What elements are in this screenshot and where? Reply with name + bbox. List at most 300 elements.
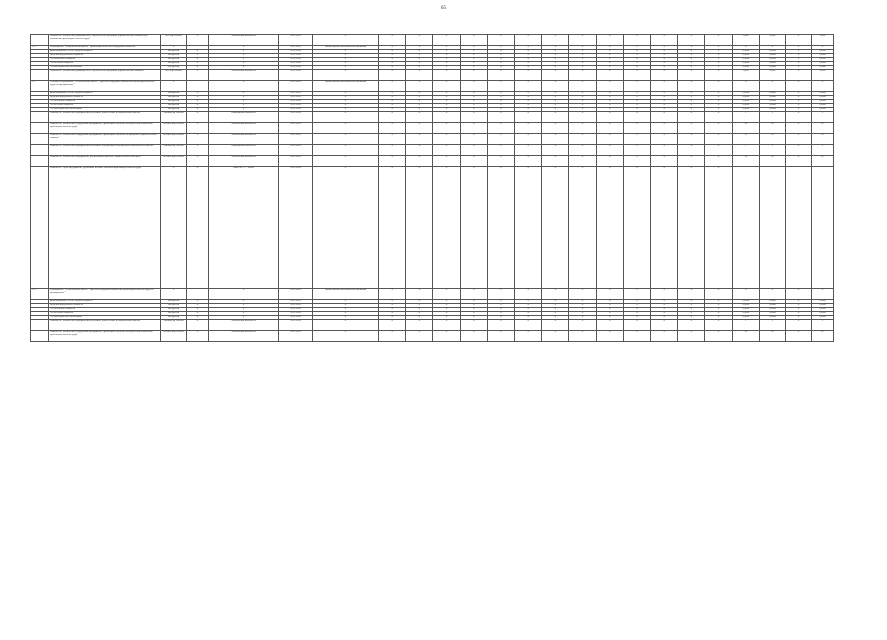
table-cell: X — [542, 66, 569, 70]
table-cell: X — [515, 62, 542, 66]
table-row — [31, 331, 860, 342]
table-cell: X — [406, 62, 433, 66]
table-cell: X — [487, 62, 514, 66]
table-cell: X — [487, 92, 514, 96]
table-cell — [187, 81, 209, 92]
table-cell: единиц нар. итогом — [161, 145, 187, 156]
table-cell: Министерство экономического развития — [313, 46, 379, 50]
table-cell: X — [487, 66, 514, 70]
table-cell: 0,0000 — [760, 312, 786, 316]
table-cell: X — [651, 308, 678, 312]
table-cell: X — [678, 167, 705, 289]
row-name-cell: средства федерального бюджета — [49, 96, 161, 100]
table-cell: X — [460, 104, 487, 108]
table-cell: X — [596, 35, 623, 46]
table-cell: 0,0000 — [760, 92, 786, 96]
table-cell: X — [596, 316, 623, 320]
table-cell: X — [651, 331, 678, 342]
table-cell: X — [406, 54, 433, 58]
table-cell: X — [187, 35, 209, 46]
row-number-cell — [31, 112, 49, 123]
table-cell: 0,0000 — [760, 66, 786, 70]
table-cell: X — [705, 123, 732, 134]
table-cell: X — [313, 108, 379, 112]
table-cell: X — [487, 54, 514, 58]
table-cell: X — [542, 92, 569, 96]
table-cell: X — [406, 58, 433, 62]
table-cell: X — [569, 81, 596, 92]
table-cell: X — [705, 320, 732, 331]
table-cell: X — [406, 320, 433, 331]
table-cell: 1 — [732, 145, 759, 156]
row-number-cell — [31, 134, 49, 145]
table-cell: X — [596, 320, 623, 331]
table-cell: X — [515, 92, 542, 96]
table-cell: X — [542, 300, 569, 304]
table-cell: 127 — [760, 156, 786, 167]
table-cell: X — [209, 50, 279, 54]
table-body — [31, 35, 860, 342]
table-cell: X — [209, 54, 279, 58]
table-cell: 0,0000 — [760, 62, 786, 66]
table-cell: X — [515, 308, 542, 312]
table-cell: X — [542, 304, 569, 308]
table-cell: X — [515, 156, 542, 167]
table-cell: X — [515, 104, 542, 108]
table-cell: X — [569, 35, 596, 46]
table-cell: X — [187, 304, 209, 308]
table-cell: 2021-2024 — [279, 104, 313, 108]
row-number-cell — [31, 331, 49, 342]
table-cell: X — [623, 46, 650, 50]
table-cell: X — [786, 316, 812, 320]
table-cell: X — [705, 112, 732, 123]
table-cell: X — [313, 54, 379, 58]
table-cell: X — [433, 66, 460, 70]
table-cell: X — [623, 35, 650, 46]
table-cell: X — [433, 289, 460, 300]
table-cell: 26 — [760, 134, 786, 145]
table-cell: X — [786, 70, 812, 81]
table-cell: X — [515, 100, 542, 104]
table-cell: 2021-2024 — [279, 331, 313, 342]
table-cell: X — [433, 54, 460, 58]
table-cell: X — [542, 320, 569, 331]
table-cell: X — [515, 35, 542, 46]
table-cell: X — [623, 145, 650, 156]
table-cell: тыс.рублей — [161, 304, 187, 308]
program-table — [30, 34, 860, 342]
table-cell: 2021-2024 — [279, 316, 313, 320]
table-cell: X — [515, 300, 542, 304]
table-cell: X — [313, 123, 379, 134]
table-cell: X — [515, 112, 542, 123]
table-cell: X — [786, 108, 812, 112]
table-cell — [812, 167, 834, 289]
table-cell: 26 — [812, 134, 834, 145]
table-cell: 0,0000 — [732, 96, 759, 100]
table-cell: X — [406, 300, 433, 304]
table-cell: X — [379, 316, 406, 320]
table-cell: X — [487, 289, 514, 300]
table-row — [31, 81, 860, 92]
table-cell: X — [209, 100, 279, 104]
table-cell: Абсолютный показатель — [209, 123, 279, 134]
table-cell: X — [515, 134, 542, 145]
table-cell: X — [651, 46, 678, 50]
table-cell: тыс.рублей — [161, 50, 187, 54]
table-cell: X — [379, 70, 406, 81]
table-cell: X — [433, 58, 460, 62]
table-cell: X — [786, 35, 812, 46]
table-cell: тыс.рублей — [161, 54, 187, 58]
table-row — [31, 289, 860, 300]
table-cell: 0,0000 — [732, 300, 759, 304]
table-cell: X — [433, 308, 460, 312]
table-cell: тыс.рублей — [161, 100, 187, 104]
table-cell: человек нар. итогом — [161, 123, 187, 134]
table-cell: 2021-2024 — [279, 70, 313, 81]
table-cell: X — [209, 92, 279, 96]
table-cell: X — [406, 312, 433, 316]
table-cell: X — [209, 108, 279, 112]
table-cell: X — [460, 320, 487, 331]
table-cell: X — [187, 70, 209, 81]
table-cell: 0,0000 — [760, 104, 786, 108]
table-cell: X — [542, 123, 569, 134]
table-cell: 0,0000 — [732, 108, 759, 112]
table-cell: 2021-2024 — [279, 134, 313, 145]
table-cell: X — [812, 46, 834, 50]
table-cell: X — [678, 66, 705, 70]
table-cell: X — [569, 66, 596, 70]
table-cell: X — [187, 331, 209, 342]
table-cell: 0,0000 — [760, 50, 786, 54]
table-cell: 0,0000 — [760, 96, 786, 100]
table-cell: X — [515, 320, 542, 331]
table-cell: X — [596, 304, 623, 308]
table-cell: X — [406, 156, 433, 167]
table-cell: X — [623, 96, 650, 100]
table-cell: X — [705, 62, 732, 66]
table-cell: X — [760, 81, 786, 92]
table-cell: X — [596, 300, 623, 304]
table-cell: 13 — [732, 134, 759, 145]
table-row — [31, 112, 860, 123]
table-cell: X — [209, 312, 279, 316]
table-cell: 0,800 — [760, 70, 786, 81]
table-cell: X — [379, 308, 406, 312]
table-cell: X — [569, 320, 596, 331]
table-cell: X — [487, 156, 514, 167]
table-cell: 2021-2024 — [279, 62, 313, 66]
table-cell: 0,0000 — [732, 304, 759, 308]
row-name-cell: - из областного бюджета — [49, 58, 161, 62]
table-cell: X — [651, 134, 678, 145]
table-cell: X — [651, 289, 678, 300]
table-cell: X — [406, 134, 433, 145]
table-cell: X — [515, 289, 542, 300]
table-cell: X — [623, 304, 650, 308]
table-cell: X — [460, 289, 487, 300]
table-cell: X — [187, 92, 209, 96]
table-cell: 0,0000 — [760, 308, 786, 312]
table-cell: X — [760, 46, 786, 50]
table-cell: X — [460, 123, 487, 134]
table-cell: X — [515, 331, 542, 342]
table-cell: X — [487, 316, 514, 320]
table-cell: X — [460, 35, 487, 46]
table-cell: X — [487, 35, 514, 46]
table-cell: X — [379, 62, 406, 66]
table-cell: X — [406, 112, 433, 123]
table-cell: 2021-2024 — [279, 145, 313, 156]
table-cell: X — [542, 316, 569, 320]
table-cell: X — [623, 316, 650, 320]
table-cell: 0,0000 — [760, 54, 786, 58]
table-cell: X — [379, 167, 406, 289]
table-cell: X — [313, 96, 379, 100]
table-cell: X — [460, 54, 487, 58]
table-cell: X — [623, 320, 650, 331]
table-cell: X — [569, 108, 596, 112]
table-cell: X — [379, 289, 406, 300]
table-cell: X — [487, 96, 514, 100]
table-cell: X — [406, 46, 433, 50]
table-cell: X — [623, 300, 650, 304]
table-cell: X — [651, 70, 678, 81]
table-cell: X — [406, 35, 433, 46]
table-cell: 0,0000 — [812, 108, 834, 112]
table-cell: X — [705, 92, 732, 96]
table-cell: X — [678, 123, 705, 134]
table-cell: X — [433, 50, 460, 54]
table-cell: 2021-2024 — [279, 54, 313, 58]
table-cell: X — [209, 308, 279, 312]
table-cell: X — [460, 100, 487, 104]
table-cell: X — [569, 96, 596, 100]
table-row — [31, 320, 860, 331]
row-name-cell: средства федерального бюджета — [49, 304, 161, 308]
row-name-cell: средства федерального бюджета — [49, 54, 161, 58]
table-cell: X — [487, 81, 514, 92]
table-cell: X — [433, 112, 460, 123]
table-cell: X — [786, 66, 812, 70]
table-cell: 90 — [732, 331, 759, 342]
table-cell: X — [623, 50, 650, 54]
table-cell: X — [406, 123, 433, 134]
table-cell: X — [651, 316, 678, 320]
row-name-cell: Основное мероприятие "Региональный проект "Адресная поддержка повышения производительности труда на предприятиях"" — [49, 81, 161, 92]
table-cell: X — [487, 300, 514, 304]
table-cell: X — [678, 81, 705, 92]
row-name-cell: Показатель "Доля предприятий, достигших целевых значений производительности труда" — [49, 167, 161, 289]
table-cell: X — [433, 46, 460, 50]
row-number-cell: 9.1.1 — [31, 46, 49, 50]
table-cell: X — [651, 96, 678, 100]
table-cell: X — [433, 123, 460, 134]
table-cell: X — [379, 300, 406, 304]
table-cell: X — [786, 308, 812, 312]
table-cell: X — [651, 167, 678, 289]
table-cell: X — [678, 62, 705, 66]
table-cell: X — [209, 304, 279, 308]
table-cell: Абсолютный показатель — [209, 35, 279, 46]
table-cell: тыс.рублей — [161, 62, 187, 66]
table-cell: 0,0000 — [732, 308, 759, 312]
table-cell: X — [433, 304, 460, 308]
table-cell: X — [187, 308, 209, 312]
table-cell: X — [651, 66, 678, 70]
table-cell: X — [313, 312, 379, 316]
table-cell: 0,800 — [812, 70, 834, 81]
table-cell: X — [460, 312, 487, 316]
row-name-cell: Показатель "Количество руководителей, обученных по программе управленческих навыков" — [49, 70, 161, 81]
row-name-cell: - из местного бюджета — [49, 62, 161, 66]
table-cell — [786, 167, 812, 289]
table-cell: X — [515, 123, 542, 134]
table-cell: X — [678, 92, 705, 96]
table-cell: X — [209, 62, 279, 66]
table-cell: X — [487, 134, 514, 145]
table-cell: X — [460, 70, 487, 81]
table-cell: X — [542, 312, 569, 316]
row-number-cell: 9.2 — [31, 81, 49, 92]
table-cell: X — [623, 100, 650, 104]
table-cell: 2021-2024 — [279, 320, 313, 331]
table-cell: тыс.рублей — [161, 104, 187, 108]
table-cell: X — [705, 331, 732, 342]
table-cell: X — [705, 81, 732, 92]
row-name-cell: финансирование за счет средств бюджета — [49, 300, 161, 304]
table-cell: тыс.рублей — [161, 108, 187, 112]
table-cell: X — [569, 112, 596, 123]
table-cell: X — [313, 308, 379, 312]
table-cell: X — [596, 108, 623, 112]
table-cell: X — [209, 66, 279, 70]
table-cell: X — [786, 54, 812, 58]
table-cell: 2 — [812, 112, 834, 123]
table-cell: X — [678, 35, 705, 46]
table-cell: X — [460, 145, 487, 156]
table-cell: X — [569, 312, 596, 316]
table-cell: X — [313, 320, 379, 331]
table-cell: X — [313, 66, 379, 70]
table-cell: 90 — [732, 123, 759, 134]
table-cell: X — [187, 62, 209, 66]
table-cell: X — [678, 46, 705, 50]
table-cell: X — [515, 96, 542, 100]
table-cell: X — [187, 145, 209, 156]
table-cell: X — [623, 62, 650, 66]
table-cell: X — [569, 62, 596, 66]
table-cell: Абсолютный показатель — [209, 70, 279, 81]
table-cell: X — [542, 134, 569, 145]
table-cell: X — [678, 308, 705, 312]
table-cell: 0,0000 — [812, 308, 834, 312]
table-cell: X — [487, 167, 514, 289]
table-cell: 2021-2024 — [279, 300, 313, 304]
table-cell: 0,0000 — [812, 66, 834, 70]
table-cell: X — [187, 320, 209, 331]
table-cell: тыс.рублей — [161, 96, 187, 100]
table-cell: X — [460, 331, 487, 342]
table-cell: X — [623, 104, 650, 108]
table-cell: X — [187, 134, 209, 145]
table-cell: X — [542, 331, 569, 342]
table-cell: 0,0000 — [760, 316, 786, 320]
table-cell: X — [569, 145, 596, 156]
table-cell: X — [406, 316, 433, 320]
table-cell: X — [651, 92, 678, 96]
table-cell: X — [596, 156, 623, 167]
table-cell: X — [678, 104, 705, 108]
table-cell: X — [705, 300, 732, 304]
table-cell: X — [406, 331, 433, 342]
table-cell: X — [379, 100, 406, 104]
table-cell: X — [542, 167, 569, 289]
table-cell: X — [187, 96, 209, 100]
table-cell: X — [433, 35, 460, 46]
table-cell: X — [406, 70, 433, 81]
table-cell: X — [313, 70, 379, 81]
table-cell: X — [379, 108, 406, 112]
table-cell: X — [705, 304, 732, 308]
table-cell: X — [379, 145, 406, 156]
table-cell: X — [786, 100, 812, 104]
row-number-cell — [31, 145, 49, 156]
table-cell: X — [433, 96, 460, 100]
table-cell: X — [786, 58, 812, 62]
table-cell: X — [406, 289, 433, 300]
table-cell: 2 — [760, 145, 786, 156]
row-name-cell: Показатель "Количество сотрудников предприятий, прошедших обучение инструментам повышения производительности труда" — [49, 123, 161, 134]
table-cell: X — [460, 108, 487, 112]
table-cell: X — [596, 100, 623, 104]
table-cell: X — [487, 331, 514, 342]
table-cell: X — [433, 100, 460, 104]
table-cell: X — [596, 96, 623, 100]
table-cell: тыс.рублей — [161, 66, 187, 70]
table-cell: X — [379, 81, 406, 92]
table-cell: X — [187, 104, 209, 108]
row-number-cell: 9.3.1 — [31, 289, 49, 300]
table-cell: 0,0000 — [732, 100, 759, 104]
table-cell: X — [569, 304, 596, 308]
table-cell: 127 — [812, 331, 834, 342]
table-cell: 0,0000 — [812, 96, 834, 100]
table-cell: X — [487, 104, 514, 108]
table-cell: X — [379, 104, 406, 108]
table-cell: X — [542, 62, 569, 66]
table-cell: X — [596, 112, 623, 123]
table-cell: 2021-2024 — [279, 304, 313, 308]
row-number-cell — [31, 70, 49, 81]
table-cell: X — [651, 108, 678, 112]
table-cell: X — [651, 58, 678, 62]
table-cell: X — [623, 289, 650, 300]
table-cell: X — [569, 316, 596, 320]
table-cell: X — [651, 54, 678, 58]
table-cell: X — [515, 50, 542, 54]
table-cell: X — [812, 289, 834, 300]
table-cell: X — [678, 316, 705, 320]
table-cell: X — [379, 46, 406, 50]
table-cell: X — [678, 100, 705, 104]
table-cell: X — [433, 62, 460, 66]
table-row — [31, 134, 860, 145]
table-cell: X — [187, 54, 209, 58]
